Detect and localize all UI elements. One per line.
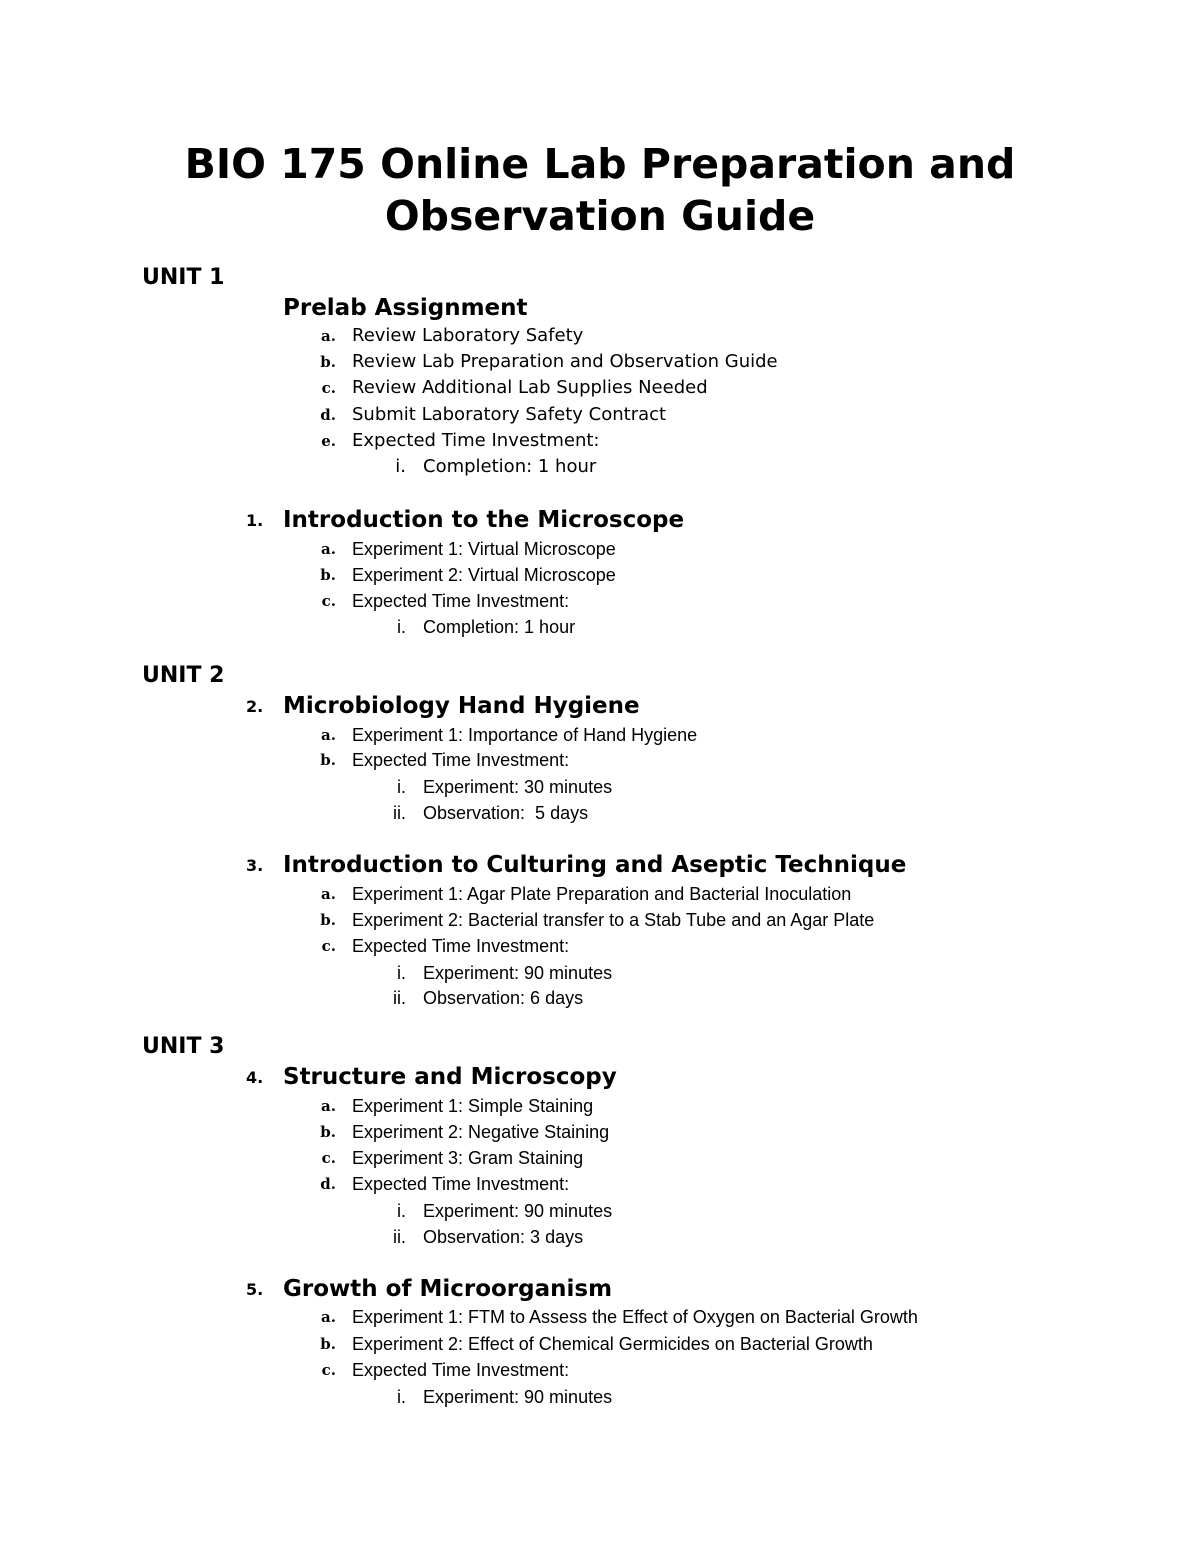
lab-2-sub-i: Experiment: 30 minutes	[423, 777, 613, 797]
lab-3-item-c: Expected Time Investment:	[352, 936, 570, 956]
lab-2-item-a: Experiment 1: Importance of Hand Hygiene	[352, 725, 698, 745]
lab-2-item-b: Expected Time Investment:	[352, 750, 570, 770]
prelab-item-c-marker: c.	[321, 379, 336, 397]
unit-1-label: UNIT 1	[142, 265, 225, 290]
lab-2-item-a-marker: a.	[321, 726, 336, 744]
lab-5-sub-i-marker: i.	[397, 1387, 406, 1407]
prelab-item-a: Review Laboratory Safety	[352, 325, 584, 346]
prelab-item-d: Submit Laboratory Safety Contract	[352, 404, 667, 425]
lab-5-item-c: Expected Time Investment:	[352, 1360, 570, 1380]
lab-3-heading: Introduction to Culturing and Aseptic Technique	[283, 852, 907, 878]
lab-5-item-c-marker: c.	[321, 1361, 336, 1379]
lab-2-heading: Microbiology Hand Hygiene	[283, 693, 640, 719]
lab-5-number: 5.	[246, 1280, 264, 1299]
lab-5-item-b-marker: b.	[320, 1335, 336, 1353]
lab-4-item-c-marker: c.	[321, 1149, 336, 1167]
lab-4-item-c: Experiment 3: Gram Staining	[352, 1148, 584, 1168]
lab-4-item-b-marker: b.	[320, 1123, 336, 1141]
lab-4-item-d: Expected Time Investment:	[352, 1174, 570, 1194]
lab-2-sub-ii: Observation: 5 days	[423, 803, 589, 823]
prelab-sub-i-marker: i.	[395, 456, 406, 477]
lab-4-sub-ii-marker: ii.	[393, 1227, 406, 1247]
lab-1-item-b: Experiment 2: Virtual Microscope	[352, 565, 616, 585]
lab-4-sub-i-marker: i.	[397, 1201, 406, 1221]
lab-3-item-a: Experiment 1: Agar Plate Preparation and Bacterial Inoculation	[352, 884, 852, 904]
lab-5-heading: Growth of Microorganism	[283, 1276, 613, 1302]
lab-3-item-b-marker: b.	[320, 911, 336, 929]
lab-4-number: 4.	[246, 1068, 264, 1087]
lab-5-sub-i: Experiment: 90 minutes	[423, 1387, 613, 1407]
lab-1-item-a: Experiment 1: Virtual Microscope	[352, 539, 616, 559]
lab-1-item-c-marker: c.	[321, 592, 336, 610]
prelab-item-a-marker: a.	[321, 327, 336, 345]
lab-3-sub-i: Experiment: 90 minutes	[423, 963, 613, 983]
lab-5-item-a-marker: a.	[321, 1308, 336, 1326]
lab-1-heading: Introduction to the Microscope	[283, 507, 685, 533]
unit-2-label: UNIT 2	[142, 663, 225, 688]
prelab-heading: Prelab Assignment	[283, 295, 528, 321]
lab-3-sub-i-marker: i.	[397, 963, 406, 983]
lab-3-number: 3.	[246, 856, 264, 875]
title-line-2: Observation Guide	[384, 192, 816, 240]
lab-1-item-a-marker: a.	[321, 540, 336, 558]
lab-3-item-c-marker: c.	[321, 937, 336, 955]
prelab-item-b-marker: b.	[320, 353, 336, 371]
lab-2-item-b-marker: b.	[320, 751, 336, 769]
lab-1-item-b-marker: b.	[320, 566, 336, 584]
lab-4-sub-ii: Observation: 3 days	[423, 1227, 584, 1247]
lab-1-number: 1.	[246, 511, 264, 530]
lab-5-item-a: Experiment 1: FTM to Assess the Effect of Oxygen on Bacterial Growth	[352, 1307, 918, 1327]
lab-4-item-b: Experiment 2: Negative Staining	[352, 1122, 610, 1142]
lab-3-item-b: Experiment 2: Bacterial transfer to a Stab Tube and an Agar Plate	[352, 910, 875, 930]
lab-4-item-a-marker: a.	[321, 1097, 336, 1115]
lab-3-sub-ii-marker: ii.	[393, 988, 406, 1008]
lab-3-sub-ii: Observation: 6 days	[423, 988, 584, 1008]
title-line-1: BIO 175 Online Lab Preparation and	[184, 140, 1016, 188]
lab-2-number: 2.	[246, 697, 264, 716]
lab-2-sub-i-marker: i.	[397, 777, 406, 797]
prelab-item-b: Review Lab Preparation and Observation Guide	[352, 351, 778, 372]
prelab-item-e: Expected Time Investment:	[352, 430, 600, 451]
prelab-item-e-marker: e.	[321, 432, 336, 450]
lab-3-item-a-marker: a.	[321, 885, 336, 903]
lab-1-item-c: Expected Time Investment:	[352, 591, 570, 611]
lab-5-item-b: Experiment 2: Effect of Chemical Germicides on Bacterial Growth	[352, 1334, 873, 1354]
document-title	[0, 138, 1200, 242]
prelab-item-d-marker: d.	[320, 406, 336, 424]
lab-1-sub-i-marker: i.	[397, 617, 406, 637]
lab-4-item-a: Experiment 1: Simple Staining	[352, 1096, 594, 1116]
lab-2-sub-ii-marker: ii.	[393, 803, 406, 823]
lab-1-sub-i: Completion: 1 hour	[423, 617, 576, 637]
lab-4-heading: Structure and Microscopy	[283, 1064, 617, 1090]
lab-4-item-d-marker: d.	[320, 1175, 336, 1193]
lab-4-sub-i: Experiment: 90 minutes	[423, 1201, 613, 1221]
prelab-sub-i: Completion: 1 hour	[423, 456, 597, 477]
unit-3-label: UNIT 3	[142, 1034, 225, 1059]
prelab-item-c: Review Additional Lab Supplies Needed	[352, 377, 708, 398]
